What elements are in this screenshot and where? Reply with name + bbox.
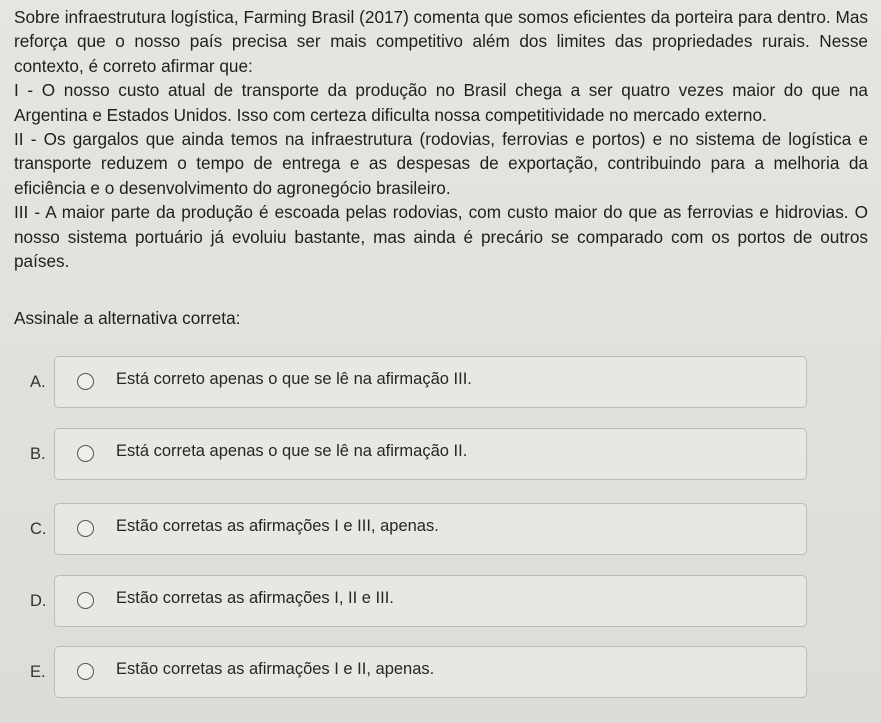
option-a-row[interactable] (0, 356, 881, 412)
option-d-box[interactable] (54, 575, 807, 627)
option-d-letter: D. (30, 592, 47, 610)
option-c-letter: C. (30, 520, 47, 538)
option-e-text[interactable]: Estão corretas as afirmações I e II, apenas. (116, 660, 435, 678)
option-a-text[interactable]: Está correto apenas o que se lê na afirmação III. (116, 370, 472, 388)
question-instruction: Assinale a alternativa correta: (14, 308, 241, 328)
statement-3: III - A maior parte da produção é escoada pelas rodovias, com custo maior do que as ferrovias e hidrovias. O nosso sistema portuário já evoluiu bastante, mas ainda é precário se comparado com os portos de outros países. (14, 202, 868, 272)
option-e-radio[interactable] (77, 663, 94, 680)
option-b-box[interactable] (54, 428, 807, 480)
option-b-letter: B. (30, 445, 46, 463)
option-d-text[interactable]: Estão corretas as afirmações I, II e III. (116, 589, 394, 607)
option-c-text[interactable]: Estão corretas as afirmações I e III, apenas. (116, 517, 439, 535)
option-b-text[interactable]: Está correta apenas o que se lê na afirmação II. (116, 442, 468, 460)
option-d-row[interactable] (0, 575, 881, 631)
option-a-box[interactable] (54, 356, 807, 408)
option-e-row[interactable] (0, 646, 881, 702)
option-a-letter: A. (30, 373, 46, 391)
option-b-row[interactable] (0, 428, 881, 484)
option-d-radio[interactable] (77, 592, 94, 609)
question-intro: Sobre infraestrutura logística, Farming Brasil (2017) comenta que somos eficientes da porteira para dentro. Mas reforça que o nosso país precisa ser mais competitivo além dos limites das propriedades rurais. Nesse contexto, é correto afirmar que: (14, 7, 868, 76)
statement-1: I - O nosso custo atual de transporte da produção no Brasil chega a ser quatro vezes maior do que na Argentina e Estados Unidos. Isso com certeza dificulta nossa competitividade no mercado externo. (14, 80, 868, 125)
option-a-radio[interactable] (77, 373, 94, 390)
option-c-radio[interactable] (77, 520, 94, 537)
statement-2: II - Os gargalos que ainda temos na infraestrutura (rodovias, ferrovias e portos) e no sistema de logística e transporte reduzem o tempo de entrega e as despesas de exportação, contribuindo para a melhoria da eficiência e o desenvolvimento do agronegócio brasileiro. (14, 129, 868, 198)
question-text (14, 5, 868, 273)
option-c-row[interactable] (0, 503, 881, 559)
option-b-radio[interactable] (77, 445, 94, 462)
option-c-box[interactable] (54, 503, 807, 555)
option-e-box[interactable] (54, 646, 807, 698)
option-e-letter: E. (30, 663, 46, 681)
